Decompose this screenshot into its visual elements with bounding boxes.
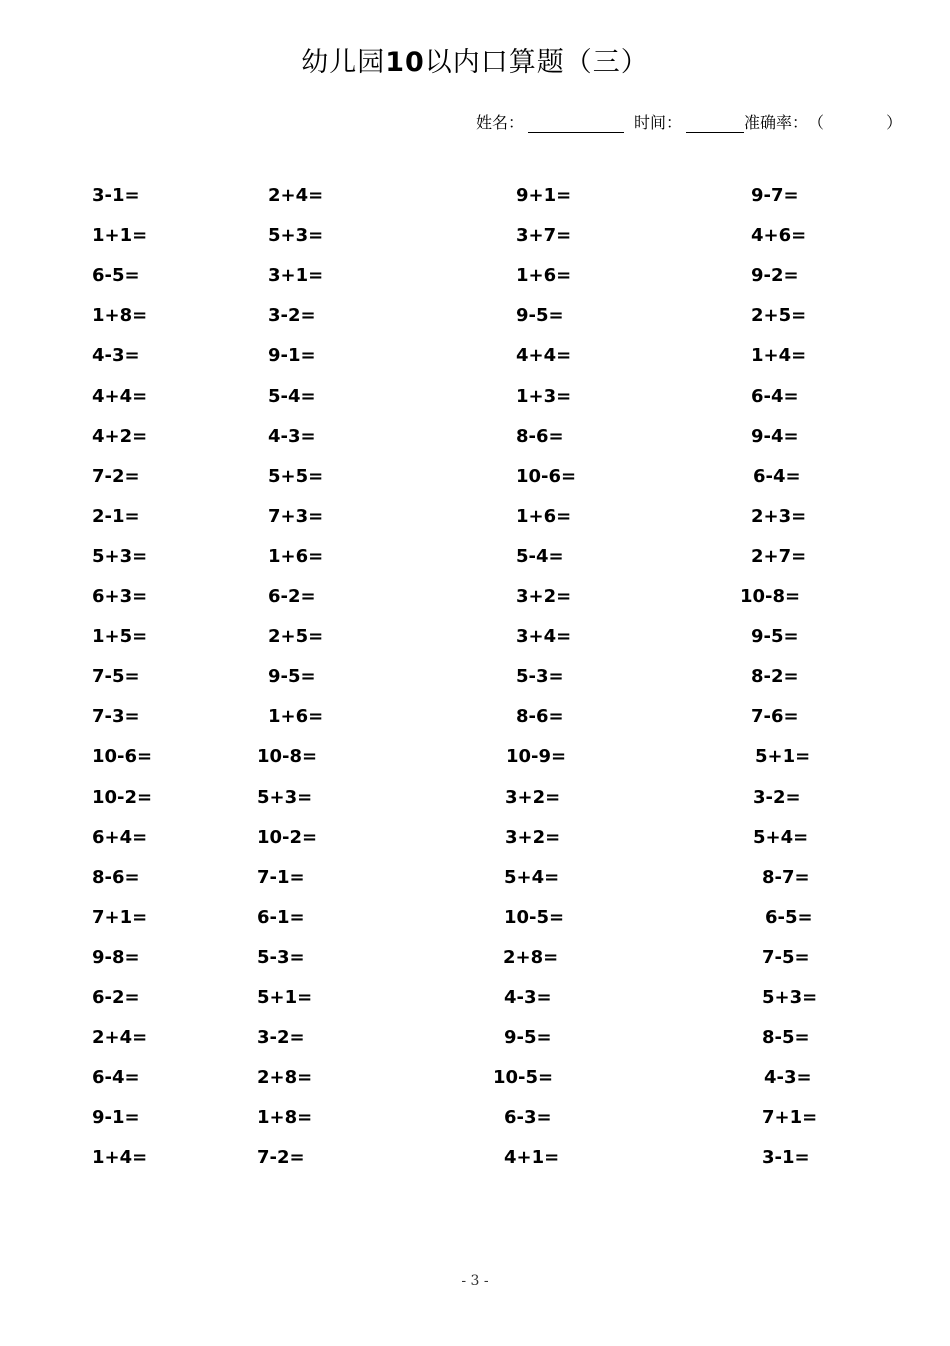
problem-item: 5+4= [504,866,560,888]
problem-item: 5+3= [257,786,313,808]
problem-item: 6-2= [92,987,140,1008]
problem-item: 6-3= [504,1107,552,1129]
name-label: 姓名： [476,113,525,132]
problem-item: 1+4= [751,345,807,367]
problem-row [0,1147,950,1171]
problem-row [0,706,950,730]
problem-item: 2+4= [92,1027,148,1049]
problem-item: 10-2= [257,826,318,848]
problem-item: 2+8= [257,1067,313,1089]
problem-item: 4+4= [516,345,572,367]
problem-item: 7-1= [257,866,305,888]
problem-item: 4-3= [92,345,140,367]
problem-row [0,466,950,490]
problem-item: 10-8= [257,746,318,768]
problem-row [0,265,950,289]
problem-item: 5-3= [516,666,564,688]
problem-item: 5-3= [257,946,305,968]
problem-row [0,827,950,851]
problem-item: 3-2= [257,1027,305,1049]
title-prefix: 幼儿园 [301,47,386,78]
problem-item: 6+3= [92,586,148,607]
page-number: - 3 - [461,1273,489,1289]
problem-item: 5-4= [516,545,564,567]
problem-item: 1+6= [516,265,572,287]
problem-item: 6-5= [765,906,813,928]
problem-item: 7-5= [762,946,810,968]
problem-item: 8-7= [762,866,810,888]
problem-item: 8-6= [516,425,564,447]
problem-item: 5+1= [755,746,811,768]
problem-item: 7-2= [257,1147,305,1169]
problem-item: 10-9= [506,746,567,768]
problem-item: 4-3= [268,425,316,447]
problem-row [0,426,950,450]
problem-row [0,305,950,329]
problem-item: 6-2= [268,586,316,607]
problem-row [0,1067,950,1091]
problem-item: 1+8= [92,305,148,327]
problem-row [0,386,950,410]
problem-item: 9+1= [516,185,572,206]
accuracy-open-paren: （ [808,113,825,132]
problem-item: 4-3= [764,1067,812,1089]
problem-item: 3+2= [505,786,561,808]
problem-item: 2+5= [751,305,807,327]
problem-row [0,586,950,610]
problem-item: 2-1= [92,505,140,527]
problem-item: 10-2= [92,786,153,808]
problem-row [0,746,950,770]
accuracy-label: 准确率： [744,113,809,132]
problem-item: 4-3= [504,987,552,1008]
problem-item: 9-7= [751,185,799,206]
problem-item: 8-2= [751,666,799,688]
problem-item: 2+5= [268,626,324,648]
problem-item: 9-8= [92,946,140,968]
problem-item: 3-1= [92,185,140,206]
problem-item: 9-5= [751,626,799,648]
problem-item: 7-5= [92,666,140,688]
problem-row [0,666,950,690]
problem-row [0,345,950,369]
problem-item: 5-4= [268,385,316,407]
problem-item: 10-8= [740,586,801,607]
time-label: 时间： [634,113,683,132]
problem-item: 3-1= [762,1147,810,1169]
problem-row [0,185,950,209]
problem-item: 8-6= [92,866,140,888]
problem-row [0,987,950,1011]
problem-row [0,947,950,971]
problem-item: 7+1= [92,906,148,928]
problem-item: 5+3= [92,545,148,567]
title-suffix: 以内口算题（三） [424,47,649,78]
problem-item: 2+4= [268,185,324,206]
problem-item: 4+6= [751,225,807,247]
problem-item: 7-6= [751,706,799,728]
problem-item: 3+2= [516,586,572,607]
problem-item: 9-5= [268,666,316,688]
problem-item: 7+3= [268,505,324,527]
problem-row [0,225,950,249]
problem-item: 10-6= [92,746,153,768]
problem-row [0,626,950,650]
student-info [476,110,902,133]
problem-item: 9-1= [268,345,316,367]
problem-item: 5+1= [257,987,313,1008]
problem-item: 6-4= [753,465,801,487]
problem-row [0,1107,950,1131]
problem-item: 3+1= [268,265,324,287]
problem-item: 1+3= [516,385,572,407]
problem-item: 8-5= [762,1027,810,1049]
problem-item: 4+4= [92,385,148,407]
problem-item: 9-1= [92,1107,140,1129]
problem-item: 2+7= [751,545,807,567]
problem-row [0,907,950,931]
problem-row [0,506,950,530]
problem-item: 3+7= [516,225,572,247]
problem-item: 4+2= [92,425,148,447]
problem-item: 1+4= [92,1147,148,1169]
problem-row [0,1027,950,1051]
problem-item: 6-5= [92,265,140,287]
problem-item: 6-4= [751,385,799,407]
page-title [0,40,950,79]
problem-item: 5+3= [762,987,818,1008]
problem-item: 10-5= [504,906,565,928]
problem-row [0,787,950,811]
problem-row [0,867,950,891]
problem-item: 1+6= [268,545,324,567]
problem-item: 1+5= [92,626,148,648]
problem-item: 1+6= [268,706,324,728]
name-field[interactable] [528,110,624,133]
problem-item: 1+1= [92,225,148,247]
title-number: 10 [385,47,425,78]
problem-item: 7-2= [92,465,140,487]
problem-item: 5+3= [268,225,324,247]
problem-item: 3+2= [505,826,561,848]
problem-item: 7-3= [92,706,140,728]
problem-item: 5+4= [753,826,809,848]
problem-item: 1+8= [257,1107,313,1129]
problem-item: 6-1= [257,906,305,928]
problem-item: 9-5= [516,305,564,327]
problem-row [0,546,950,570]
accuracy-close-paren: ） [886,113,903,132]
problem-item: 6+4= [92,826,148,848]
problem-item: 1+6= [516,505,572,527]
problem-item: 3-2= [753,786,801,808]
problem-item: 3-2= [268,305,316,327]
problem-item: 6-4= [92,1067,140,1089]
problem-item: 4+1= [504,1147,560,1169]
problem-item: 5+5= [268,465,324,487]
problem-item: 2+8= [503,946,559,968]
problem-item: 10-5= [493,1067,554,1089]
problem-item: 2+3= [751,505,807,527]
problem-item: 3+4= [516,626,572,648]
problem-item: 9-2= [751,265,799,287]
time-field[interactable] [686,110,744,133]
problem-item: 8-6= [516,706,564,728]
problem-item: 9-4= [751,425,799,447]
problem-item: 9-5= [504,1027,552,1049]
problem-item: 10-6= [516,465,577,487]
problem-item: 7+1= [762,1107,818,1129]
